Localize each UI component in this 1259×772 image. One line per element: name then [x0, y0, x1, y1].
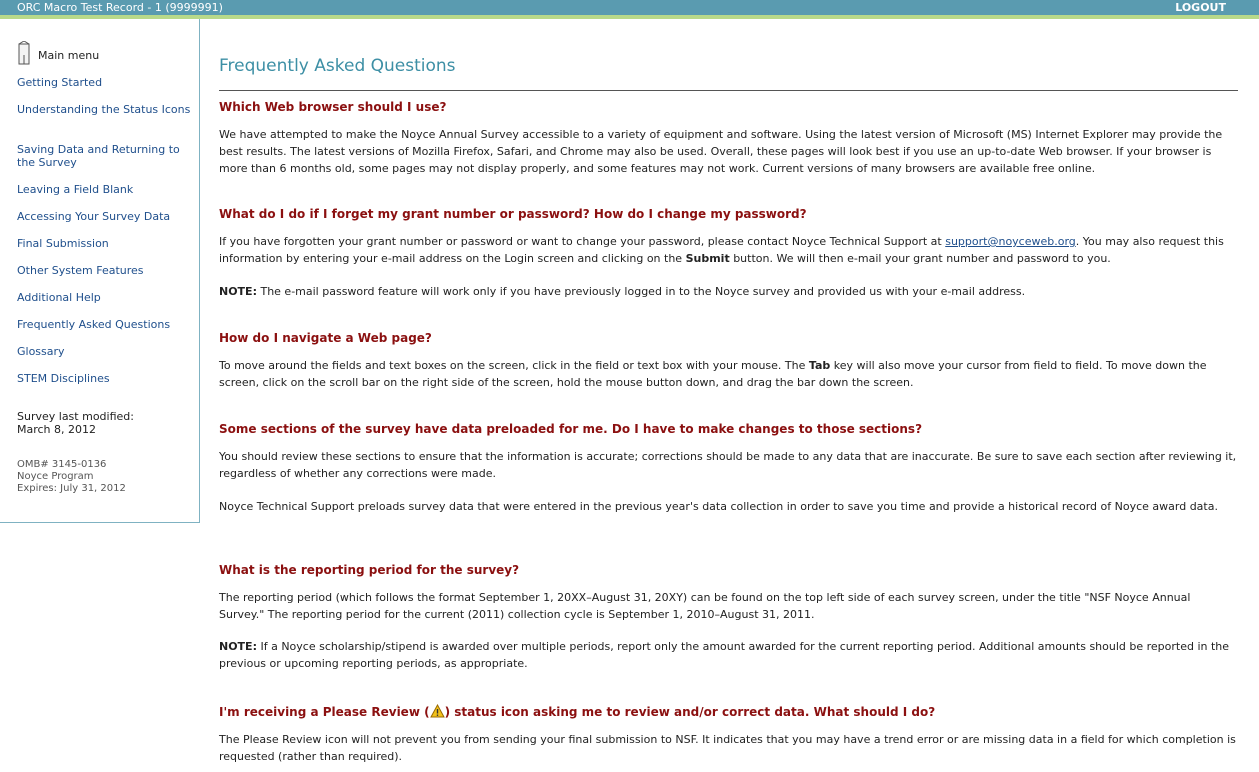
support-email-link[interactable]: support@noyceweb.org: [945, 235, 1076, 248]
sidebar-item-survey-data[interactable]: Accessing Your Survey Data: [17, 210, 171, 223]
faq-answer: [219, 357, 1239, 391]
sidebar-item-faq[interactable]: Frequently Asked Questions: [17, 318, 171, 331]
sidebar: [0, 19, 200, 523]
faq-answer: You should review these sections to ensure that the information is accurate; corrections should be made to any data that are inaccurate. Be sure to save each section after reviewing it, regardless of whether any corrections were made.: [219, 450, 1237, 480]
faq-question: Some sections of the survey have data preloaded for me. Do I have to make changes to those sections?: [219, 422, 923, 436]
sidebar-item-stem[interactable]: STEM Disciplines: [17, 372, 110, 385]
top-bar: [0, 0, 1259, 15]
sidebar-item-status-icons[interactable]: Understanding the Status Icons: [17, 103, 191, 116]
omb-number: OMB# 3145-0136: [17, 459, 107, 470]
omb-info: [17, 459, 192, 495]
question-text: I'm receiving a Please Review (: [219, 705, 430, 719]
warning-icon: [430, 704, 445, 718]
modified-date: March 8, 2012: [17, 423, 97, 436]
sidebar-item-getting-started[interactable]: Getting Started: [17, 76, 103, 89]
survey-modified: [17, 410, 192, 436]
answer-text: If you have forgotten your grant number or password or want to change your password, please contact Noyce Technical Support at: [219, 235, 946, 248]
faq-answer: We have attempted to make the Noyce Annual Survey accessible to a variety of equipment and software. Using the latest version of Microsoft (MS) Internet Explorer may provide the best results. The latest versions of Mozilla Firefox, Safari, and Chrome may also be used. Overall, these pages will look best if you use an up-to-date Web browser. If your browser is more than 6 months old, some pages may not display properly, and some features may not work. Current versions of many browsers are available free online.: [219, 128, 1223, 175]
faq-answer: [219, 233, 1239, 267]
note-text: If a Noyce scholarship/stipend is awarded over multiple periods, report only the amount awarded for the current reporting period. Additional amounts should be reported in the previous or upcoming reporting periods, as appropriate.: [219, 640, 1230, 670]
question-text: ) status icon asking me to review and/or correct data. What should I do?: [444, 705, 936, 719]
sidebar-item-system-features[interactable]: Other System Features: [17, 264, 144, 277]
tab-word: Tab: [808, 359, 831, 372]
logout-button[interactable]: LOGOUT: [1175, 1, 1226, 14]
faq-answer: The reporting period (which follows the format September 1, 20XX–August 31, 20XY) can be found on the top left side of each survey screen, under the title "NSF Noyce Annual Survey." The reporting period for the current (2011) collection cycle is September 1, 2010–August 31, 2011.: [219, 591, 1191, 621]
answer-text: button. We will then e-mail your grant number and password to you.: [729, 252, 1111, 265]
omb-program: Noyce Program: [17, 471, 94, 482]
faq-question: How do I navigate a Web page?: [219, 331, 432, 345]
main-menu-icon: [17, 41, 31, 65]
sidebar-item-glossary[interactable]: Glossary: [17, 345, 65, 358]
page-title: Frequently Asked Questions: [219, 56, 456, 76]
modified-label: Survey last modified:: [17, 410, 134, 423]
note-text: The e-mail password feature will work only if you have previously logged in to the Noyce survey and provided us with your e-mail address.: [256, 285, 1026, 298]
faq-note: [219, 638, 1239, 672]
faq-note: [219, 283, 1239, 300]
answer-text: . You may also request this information by entering your e-mail address on the Login screen and clicking on the: [219, 235, 1224, 265]
sidebar-item-saving-data[interactable]: Saving Data and Returning to the Survey: [17, 143, 180, 169]
faq-answer: Noyce Technical Support preloads survey data that were entered in the previous year's data collection in order to save you time and provide a historical record of Noyce award data.: [219, 500, 1218, 513]
title-divider: [219, 90, 1238, 91]
main-menu-label: Main menu: [38, 49, 100, 62]
faq-question: Which Web browser should I use?: [219, 100, 447, 114]
sidebar-item-final-submission[interactable]: Final Submission: [17, 237, 109, 250]
sidebar-item-additional-help[interactable]: Additional Help: [17, 291, 101, 304]
faq-answer: The Please Review icon will not prevent you from sending your final submission to NSF. It indicates that you may have a trend error or are missing data in a field for which completion is requested (rather than required).: [219, 733, 1236, 763]
submit-word: Submit: [685, 252, 730, 265]
record-title: ORC Macro Test Record - 1 (9999991): [17, 1, 223, 14]
sidebar-item-field-blank[interactable]: Leaving a Field Blank: [17, 183, 134, 196]
faq-question: What is the reporting period for the survey?: [219, 563, 520, 577]
note-label: NOTE:: [219, 640, 257, 653]
faq-question: What do I do if I forget my grant number or password? How do I change my password?: [219, 207, 807, 221]
note-label: NOTE:: [219, 285, 257, 298]
answer-text: To move around the fields and text boxes on the screen, click in the field or text box with your mouse. The: [219, 359, 809, 372]
omb-expires: Expires: July 31, 2012: [17, 483, 126, 494]
answer-text: key will also move your cursor from field to field. To move down the screen, click on the scroll bar on the right side of the screen, hold the mouse button down, and drag the bar down the screen.: [219, 359, 1207, 389]
faq-question: [219, 704, 1239, 719]
